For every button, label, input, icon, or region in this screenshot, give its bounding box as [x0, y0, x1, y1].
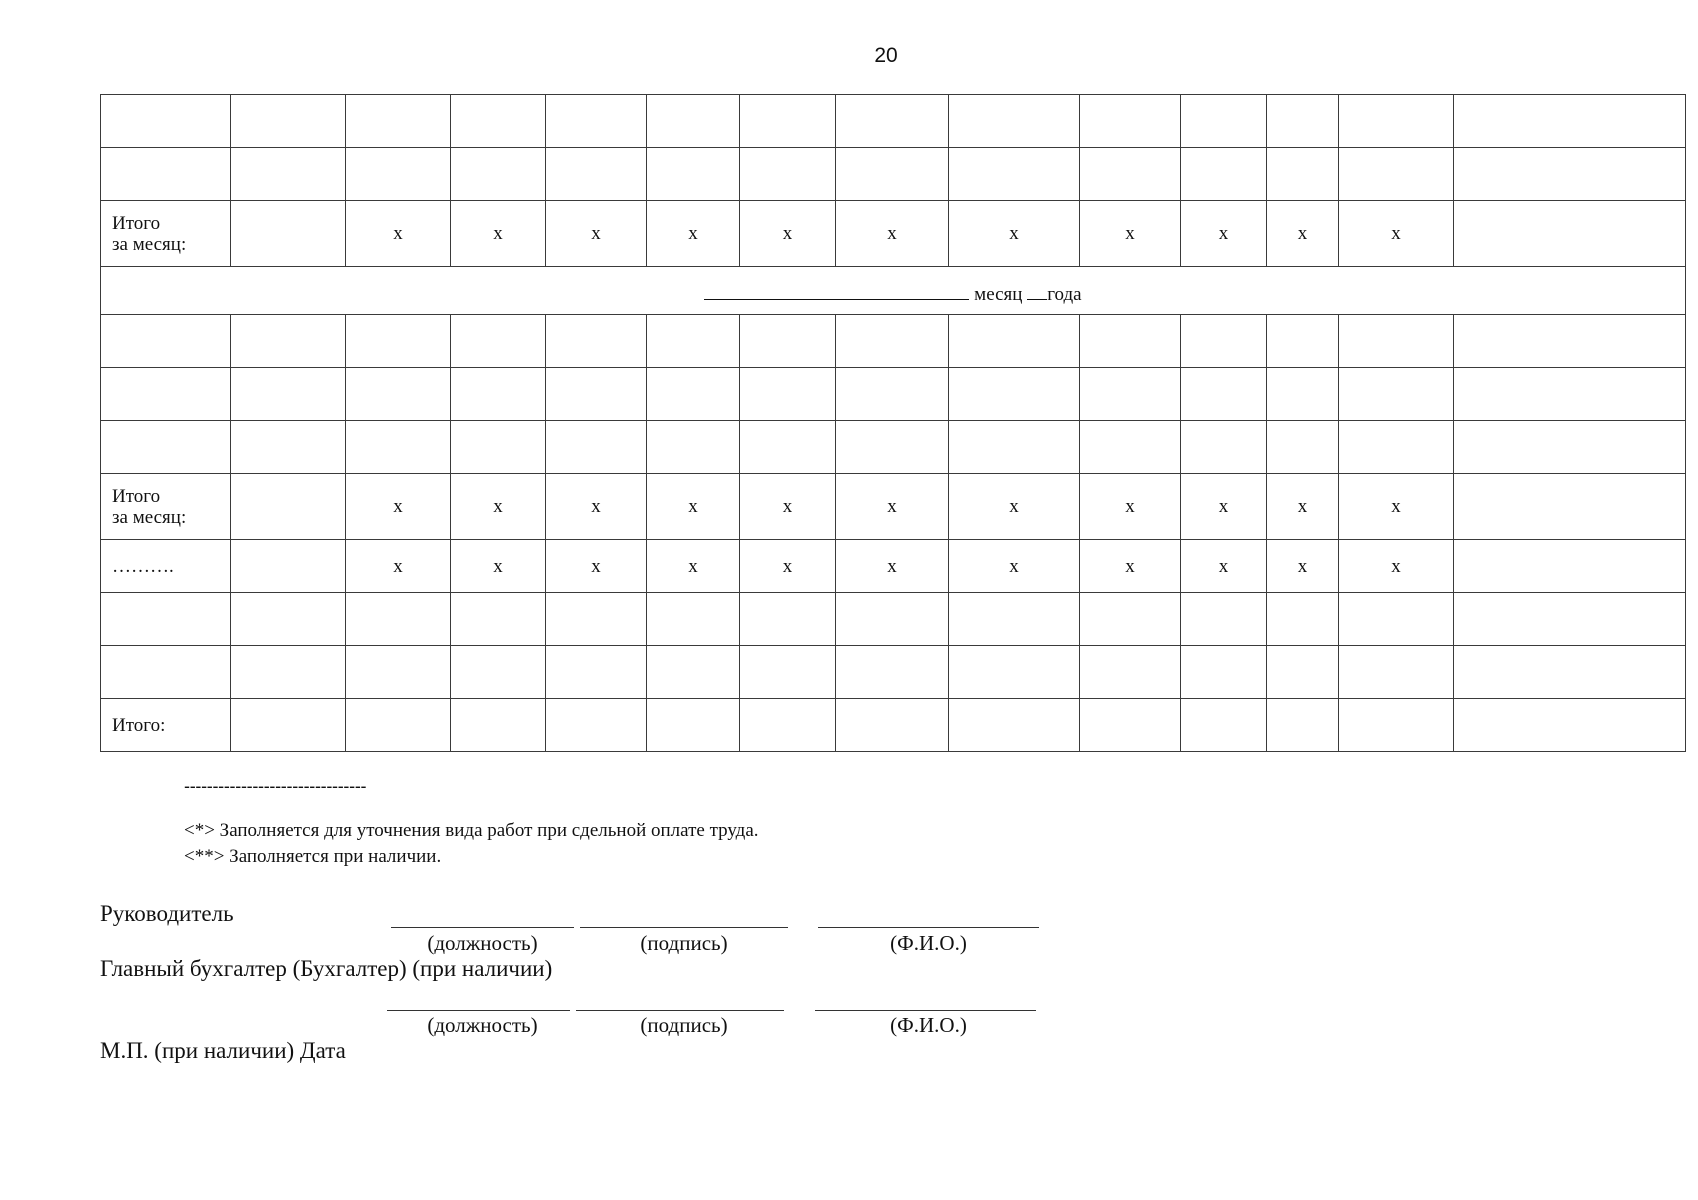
table-cell: [1080, 368, 1181, 421]
footnote-piecework: <*> Заполняется для уточнения вида работ при сдельной оплате труда.: [184, 820, 759, 841]
table-cell: [1080, 315, 1181, 368]
table-cell: [231, 421, 346, 474]
table-cell: [231, 315, 346, 368]
table-cell: [836, 646, 949, 699]
table-cell: [1181, 646, 1267, 699]
year-label: года: [1047, 283, 1082, 305]
table-cell: [346, 368, 451, 421]
continuation-row: [101, 540, 1686, 593]
month-total-row: [101, 474, 1686, 540]
table-cell: [836, 315, 949, 368]
table-cell: [647, 368, 740, 421]
month-total-label-line2: за месяц:: [112, 233, 187, 255]
table-cell: [740, 368, 836, 421]
table-cell: [949, 148, 1080, 201]
not-applicable-mark: x: [836, 201, 949, 267]
table-cell: [1080, 699, 1181, 752]
not-applicable-mark: x: [1080, 474, 1181, 540]
not-applicable-mark: x: [1267, 540, 1339, 593]
table-cell: [1339, 95, 1454, 148]
table-cell: [1267, 646, 1339, 699]
table-cell: [1181, 148, 1267, 201]
month-total-label: [101, 474, 231, 540]
table-cell: [949, 315, 1080, 368]
month-total-label: [101, 201, 231, 267]
accountant-signature-caption: (подпись): [640, 1013, 728, 1037]
table-cell: [949, 368, 1080, 421]
month-total-label-line1: Итого: [112, 212, 161, 234]
table-cell: [1080, 421, 1181, 474]
table-cell: [451, 95, 546, 148]
head-signature-line: [580, 927, 788, 928]
table-cell: [647, 95, 740, 148]
table-cell: [231, 95, 346, 148]
table-row: [101, 646, 1686, 699]
table-cell: [546, 148, 647, 201]
timesheet-table: [100, 94, 1686, 752]
table-cell: [740, 315, 836, 368]
table-cell: [836, 368, 949, 421]
not-applicable-mark: x: [1339, 540, 1454, 593]
table-row: [101, 368, 1686, 421]
not-applicable-mark: x: [546, 201, 647, 267]
not-applicable-mark: x: [546, 540, 647, 593]
table-cell: [836, 148, 949, 201]
table-cell: [1454, 593, 1686, 646]
table-cell: [1339, 315, 1454, 368]
table-cell: [647, 315, 740, 368]
not-applicable-mark: x: [451, 540, 546, 593]
month-year-cell: [101, 267, 1686, 315]
table-cell: [101, 95, 231, 148]
table-cell: [546, 699, 647, 752]
table-cell: [949, 421, 1080, 474]
not-applicable-mark: x: [1080, 540, 1181, 593]
not-applicable-mark: x: [1181, 201, 1267, 267]
table-cell: [949, 95, 1080, 148]
not-applicable-mark: x: [1339, 474, 1454, 540]
table-cell: [1454, 421, 1686, 474]
accountant-name-line: [815, 1010, 1036, 1011]
page-number: 20: [874, 44, 898, 67]
table-cell: [1454, 368, 1686, 421]
not-applicable-mark: x: [836, 474, 949, 540]
head-position-line: [391, 927, 574, 928]
table-cell: [647, 646, 740, 699]
table-row: [101, 95, 1686, 148]
not-applicable-mark: x: [740, 540, 836, 593]
table-cell: [546, 593, 647, 646]
table-cell: [1181, 593, 1267, 646]
table-cell: [949, 593, 1080, 646]
not-applicable-mark: x: [451, 201, 546, 267]
table-cell: [231, 646, 346, 699]
table-cell: [451, 699, 546, 752]
table-cell: [949, 646, 1080, 699]
table-cell: [647, 421, 740, 474]
table-cell: [346, 699, 451, 752]
table-cell: [1339, 421, 1454, 474]
table-cell: [949, 699, 1080, 752]
not-applicable-mark: x: [546, 474, 647, 540]
table-cell: [1454, 315, 1686, 368]
table-cell: [1267, 421, 1339, 474]
table-cell: [231, 474, 346, 540]
not-applicable-mark: x: [647, 201, 740, 267]
month-total-label-line1: Итого: [112, 485, 161, 507]
not-applicable-mark: x: [949, 201, 1080, 267]
table-cell: [346, 315, 451, 368]
table-row: [101, 593, 1686, 646]
grand-total-row: [101, 699, 1686, 752]
table-cell: [836, 593, 949, 646]
table-cell: [1339, 646, 1454, 699]
table-cell: [1454, 699, 1686, 752]
table-cell: [1454, 95, 1686, 148]
month-total-row: [101, 201, 1686, 267]
grand-total-label: Итого:: [101, 699, 231, 752]
not-applicable-mark: x: [740, 201, 836, 267]
table-row: [101, 148, 1686, 201]
table-cell: [1181, 421, 1267, 474]
not-applicable-mark: x: [346, 474, 451, 540]
table-cell: [1454, 474, 1686, 540]
table-cell: [346, 593, 451, 646]
table-cell: [1080, 148, 1181, 201]
table-cell: [346, 148, 451, 201]
table-cell: [1181, 699, 1267, 752]
table-cell: [1267, 148, 1339, 201]
table-cell: [1267, 315, 1339, 368]
month-total-label-line2: за месяц:: [112, 506, 187, 528]
table-cell: [546, 95, 647, 148]
not-applicable-mark: x: [647, 540, 740, 593]
table-cell: [740, 646, 836, 699]
table-cell: [1181, 95, 1267, 148]
table-cell: [101, 315, 231, 368]
not-applicable-mark: x: [1267, 474, 1339, 540]
accountant-name-caption: (Ф.И.О.): [890, 1013, 967, 1037]
not-applicable-mark: x: [1181, 540, 1267, 593]
head-signature-caption: (подпись): [640, 931, 728, 955]
head-name-caption: (Ф.И.О.): [890, 931, 967, 955]
stamp-date-label: М.П. (при наличии) Дата: [100, 1038, 346, 1063]
head-label: Руководитель: [100, 901, 234, 926]
table-cell: [451, 315, 546, 368]
not-applicable-mark: x: [836, 540, 949, 593]
accountant-position-caption: (должность): [427, 1013, 538, 1037]
table-cell: [740, 95, 836, 148]
table-cell: [231, 540, 346, 593]
table-cell: [647, 148, 740, 201]
year-fill-line: [1027, 281, 1047, 300]
table-cell: [1339, 148, 1454, 201]
table-cell: [1267, 368, 1339, 421]
table-cell: [451, 148, 546, 201]
table-cell: [346, 421, 451, 474]
table-cell: [231, 593, 346, 646]
not-applicable-mark: x: [1267, 201, 1339, 267]
table-cell: [451, 646, 546, 699]
not-applicable-mark: x: [740, 474, 836, 540]
table-cell: [546, 368, 647, 421]
table-body: [101, 95, 1686, 752]
not-applicable-mark: x: [346, 540, 451, 593]
table-cell: [346, 646, 451, 699]
month-label: месяц: [974, 283, 1023, 305]
table-cell: [1267, 699, 1339, 752]
table-cell: [231, 699, 346, 752]
table-cell: [1267, 95, 1339, 148]
table-cell: [740, 593, 836, 646]
not-applicable-mark: x: [1339, 201, 1454, 267]
head-name-line: [818, 927, 1039, 928]
table-cell: [647, 593, 740, 646]
table-cell: [836, 95, 949, 148]
table-cell: [740, 148, 836, 201]
table-row: [101, 315, 1686, 368]
table-cell: [836, 421, 949, 474]
table-cell: [231, 148, 346, 201]
table-cell: [1080, 646, 1181, 699]
month-fill-line: [704, 281, 969, 300]
table-cell: [101, 421, 231, 474]
table-cell: [346, 95, 451, 148]
table-cell: [546, 421, 647, 474]
table-cell: [1339, 368, 1454, 421]
table-cell: [231, 368, 346, 421]
table-cell: [1339, 699, 1454, 752]
table-cell: [647, 699, 740, 752]
table-cell: [1454, 148, 1686, 201]
not-applicable-mark: x: [949, 474, 1080, 540]
not-applicable-mark: x: [346, 201, 451, 267]
table-cell: [1339, 593, 1454, 646]
table-cell: [740, 421, 836, 474]
table-cell: [546, 646, 647, 699]
table-cell: [231, 201, 346, 267]
table-cell: [1181, 368, 1267, 421]
not-applicable-mark: x: [1080, 201, 1181, 267]
table-cell: [451, 593, 546, 646]
table-cell: [101, 368, 231, 421]
table-cell: [1267, 593, 1339, 646]
table-cell: [101, 148, 231, 201]
table-cell: [451, 368, 546, 421]
table-cell: [101, 646, 231, 699]
footnote-separator: --------------------------------: [184, 776, 367, 796]
table-cell: [740, 699, 836, 752]
month-header-row: [101, 267, 1686, 315]
table-cell: [1181, 315, 1267, 368]
table-cell: [836, 699, 949, 752]
not-applicable-mark: x: [647, 474, 740, 540]
table-cell: [451, 421, 546, 474]
accountant-position-line: [387, 1010, 570, 1011]
chief-accountant-label: Главный бухгалтер (Бухгалтер) (при наличии): [100, 956, 553, 981]
footnote-if-available: <**> Заполняется при наличии.: [184, 846, 442, 867]
not-applicable-mark: x: [949, 540, 1080, 593]
head-position-caption: (должность): [427, 931, 538, 955]
table-cell: [1454, 201, 1686, 267]
accountant-signature-line: [576, 1010, 784, 1011]
table-cell: [546, 315, 647, 368]
table-cell: [101, 593, 231, 646]
table-cell: [1454, 646, 1686, 699]
table-cell: [1080, 593, 1181, 646]
table-cell: [1080, 95, 1181, 148]
not-applicable-mark: x: [451, 474, 546, 540]
table-row: [101, 421, 1686, 474]
not-applicable-mark: x: [1181, 474, 1267, 540]
table-cell: [1454, 540, 1686, 593]
continuation-label: ……….: [101, 540, 231, 593]
